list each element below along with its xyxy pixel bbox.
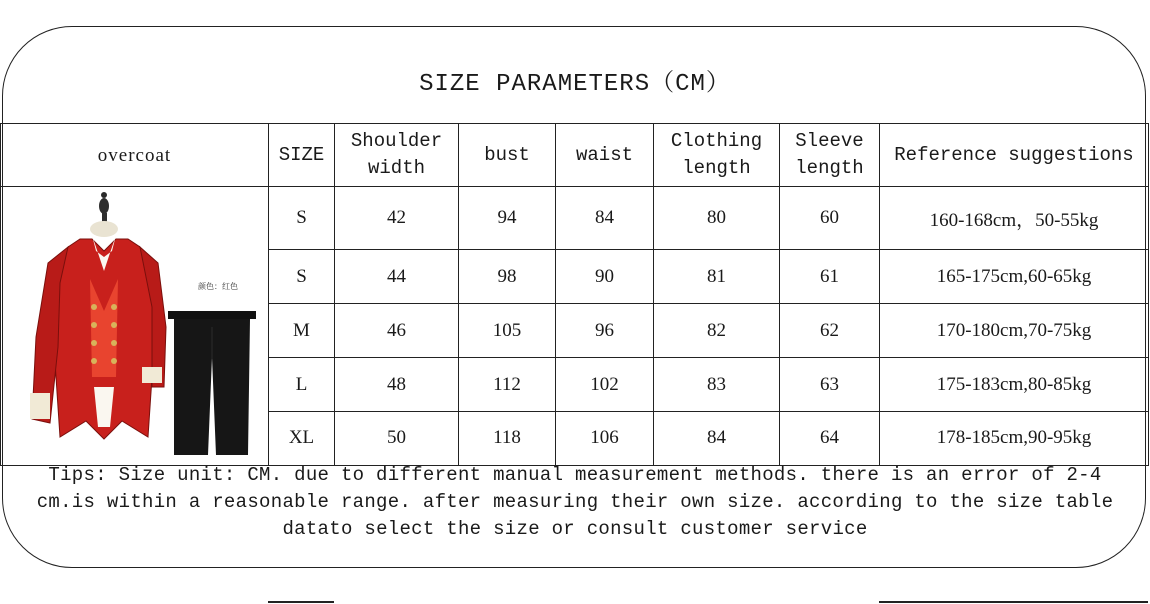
bottom-divider-left — [268, 601, 334, 603]
tips-line-2: cm.is within a reasonable range. after measuring their own size. according to the size table — [36, 491, 1114, 513]
row-size: M — [269, 304, 335, 358]
row-waist: 96 — [556, 304, 654, 358]
coat-illustration — [2, 187, 268, 459]
row-reference: 160-168cm，50-55kg — [880, 187, 1149, 250]
row-bust: 118 — [459, 411, 556, 465]
header-shoulder-line2: width — [367, 157, 425, 179]
row-reference: 165-175cm,60-65kg — [880, 250, 1149, 304]
row-shoulder: 50 — [335, 411, 459, 465]
bottom-divider-right — [879, 601, 1148, 603]
row-length: 81 — [654, 250, 780, 304]
row-sleeve: 60 — [780, 187, 880, 250]
header-size: SIZE — [269, 124, 335, 187]
row-reference: 175-183cm,80-85kg — [880, 358, 1149, 412]
row-shoulder: 48 — [335, 358, 459, 412]
row-length: 83 — [654, 358, 780, 412]
header-waist: waist — [556, 124, 654, 187]
header-bust: bust — [459, 124, 556, 187]
header-length-line2: length — [682, 157, 751, 179]
row-bust: 94 — [459, 187, 556, 250]
row-waist: 90 — [556, 250, 654, 304]
page-title: SIZE PARAMETERS（CM） — [419, 71, 731, 98]
row-bust: 112 — [459, 358, 556, 412]
table-row — [1, 187, 1149, 250]
mannequin-icon — [90, 192, 118, 237]
row-size: L — [269, 358, 335, 412]
row-shoulder: 44 — [335, 250, 459, 304]
size-table — [0, 123, 1149, 466]
row-sleeve: 61 — [780, 250, 880, 304]
color-tag: 颜色：红色 — [197, 282, 238, 291]
row-size: S — [269, 250, 335, 304]
header-reference: Reference suggestions — [880, 124, 1149, 187]
row-sleeve: 63 — [780, 358, 880, 412]
header-sleeve — [780, 124, 880, 187]
row-size: XL — [269, 411, 335, 465]
header-shoulder — [335, 124, 459, 187]
product-label: overcoat — [1, 124, 269, 187]
row-shoulder: 46 — [335, 304, 459, 358]
header-length-line1: Clothing — [670, 130, 763, 152]
header-row — [1, 124, 1149, 187]
row-sleeve: 62 — [780, 304, 880, 358]
red-coat-icon — [30, 235, 166, 439]
row-length: 84 — [654, 411, 780, 465]
tips-line-1: Tips: Size unit: CM. due to different manual measurement methods. there is an error of 2-4 — [48, 464, 1102, 486]
row-waist: 84 — [556, 187, 654, 250]
row-waist: 106 — [556, 411, 654, 465]
tips-line-3: datato select the size or consult customer service — [282, 518, 868, 540]
row-waist: 102 — [556, 358, 654, 412]
header-sleeve-line1: Sleeve — [795, 130, 864, 152]
row-sleeve: 64 — [780, 411, 880, 465]
row-reference: 170-180cm,70-75kg — [880, 304, 1149, 358]
header-shoulder-line1: Shoulder — [350, 130, 443, 152]
row-shoulder: 42 — [335, 187, 459, 250]
header-length — [654, 124, 780, 187]
row-length: 82 — [654, 304, 780, 358]
tips-text — [20, 462, 1130, 543]
product-photo — [1, 187, 269, 466]
header-sleeve-line2: length — [795, 157, 864, 179]
black-pants-icon — [168, 311, 256, 455]
row-bust: 105 — [459, 304, 556, 358]
row-size: S — [269, 187, 335, 250]
row-reference: 178-185cm,90-95kg — [880, 411, 1149, 465]
row-length: 80 — [654, 187, 780, 250]
row-bust: 98 — [459, 250, 556, 304]
